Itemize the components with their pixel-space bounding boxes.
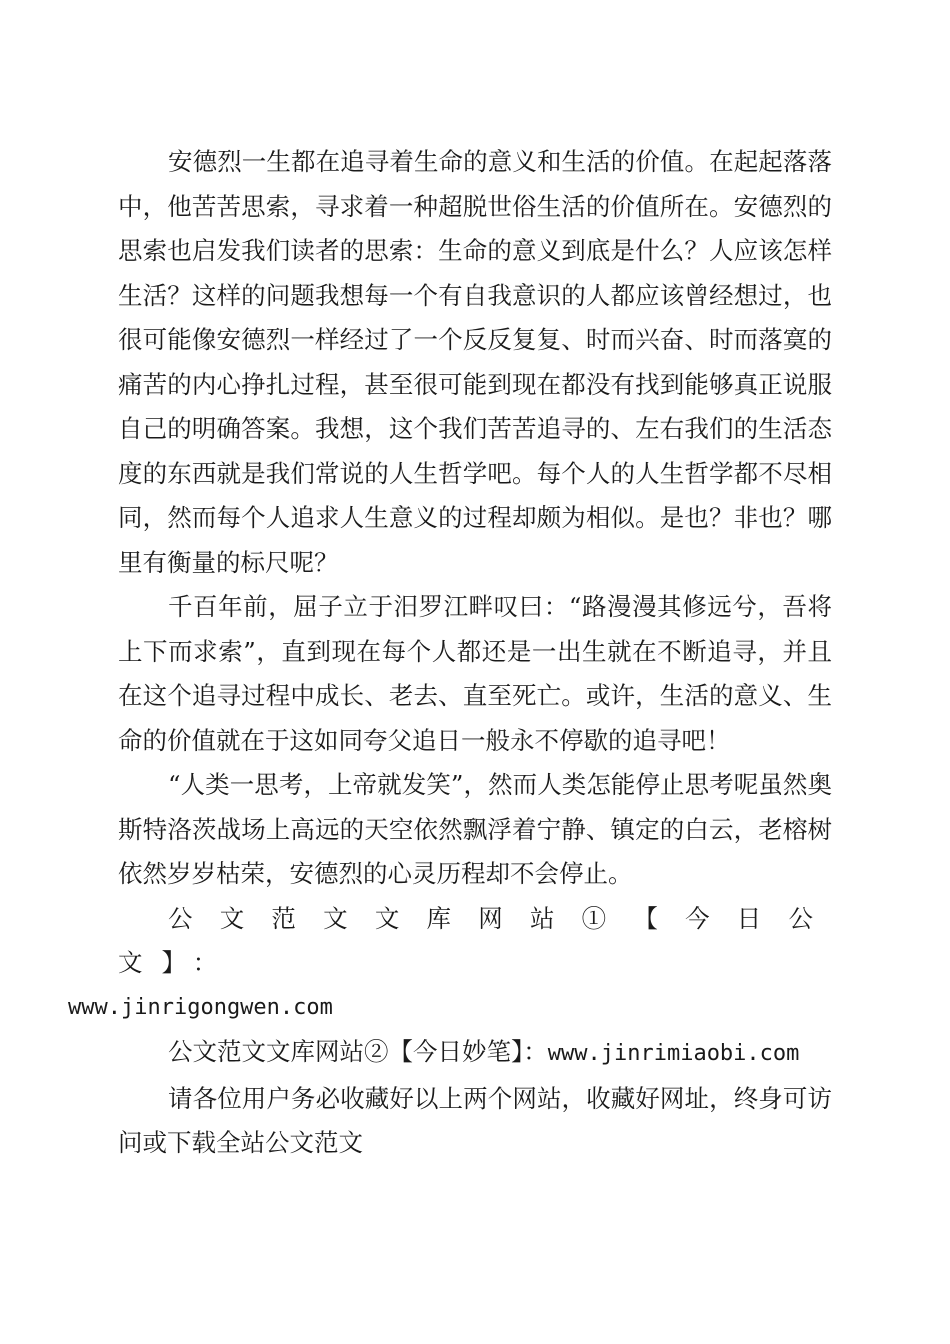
footer-site2 (118, 1030, 832, 1077)
footer-site1 (68, 897, 832, 1031)
footer-site1-label: 公文范文文库网站①【今日公文】： (118, 903, 832, 977)
footer-site1-url[interactable]: www.jinrigongwen.com (68, 994, 333, 1020)
paragraph-human-thinking: “人类一思考，上帝就发笑”，然而人类怎能停止思考呢虽然奥斯特洛茨战场上高远的天空依然飘浮着宁静、镇定的白云，老榕树依然岁岁枯荣，安德烈的心灵历程却不会停止。 (118, 770, 832, 888)
document-page (68, 140, 832, 1166)
paragraph-andrei-meaning: 安德烈一生都在追寻着生命的意义和生活的价值。在起起落落中，他苦苦思索，寻求着一种超脱世俗生活的价值所在。安德烈的思索也启发我们读者的思索：生命的意义到底是什么？人应该怎样生活？这样的问题我想每一个有自我意识的人都应该曾经想过，也很可能像安德烈一样经过了一个反反复复、时而兴奋、时而落寞的痛苦的内心挣扎过程，甚至很可能到现在都没有找到能够真正说服自己的明确答案。我想，这个我们苦苦追寻的、左右我们的生活态度的东西就是我们常说的人生哲学吧。每个人的人生哲学都不尽相同，然而每个人追求人生意义的过程却颇为相似。是也？非也？哪里有衡量的标尺呢？ (118, 147, 832, 577)
footer-site2-label: 公文范文文库网站②【今日妙笔】： (168, 1037, 548, 1066)
footer-site2-url[interactable]: www.jinrimiaobi.com (547, 1041, 800, 1066)
footer-notice: 请各位用户务必收藏好以上两个网站，收藏好网址，终身可访问或下载全站公文范文 (118, 1083, 832, 1157)
paragraph-quyuan-quest: 千百年前，屈子立于汨罗江畔叹曰：“路漫漫其修远兮，吾将上下而求索”，直到现在每个人都还是一出生就在不断追寻，并且在这个追寻过程中成长、老去、直至死亡。或许，生活的意义、生命的价值就在于这如同夸父追日一般永不停歇的追寻吧！ (118, 592, 832, 755)
